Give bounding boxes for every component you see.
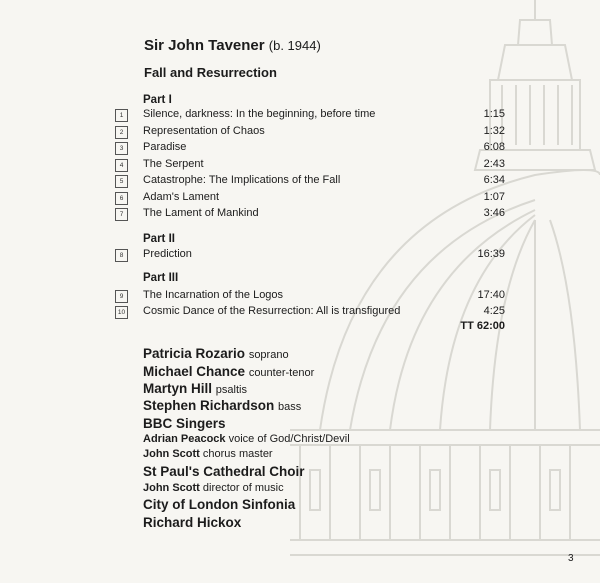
performer-name: St Paul's Cathedral Choir [143, 464, 305, 479]
track-title: Silence, darkness: In the beginning, before time [143, 108, 376, 120]
track-row [115, 207, 505, 223]
track-number: 6 [115, 192, 128, 205]
performer-name: BBC Singers [143, 416, 226, 431]
credit-line [143, 381, 247, 396]
credit-line [143, 433, 350, 445]
performer-role: counter-tenor [248, 367, 315, 379]
track-title: The Lament of Mankind [143, 207, 259, 219]
performer-role: psaltis [215, 384, 247, 396]
track-row [115, 108, 505, 124]
composer-heading [144, 37, 321, 54]
composer-dates: (b. 1944) [268, 38, 321, 53]
composer-name: Sir John Tavener [144, 37, 265, 54]
performer-role: bass [278, 401, 302, 413]
performer-role: voice of God/Christ/Devil [228, 433, 350, 445]
track-title: Cosmic Dance of the Resurrection: All is transfigured [143, 305, 401, 317]
credit-line [143, 515, 241, 530]
track-title: Paradise [143, 141, 187, 153]
performer-role: director of music [202, 482, 284, 494]
performer-name: City of London Sinfonia [143, 497, 296, 512]
track-duration: 2:43 [483, 157, 505, 170]
track-duration: 17:40 [477, 289, 505, 301]
performer-name: John Scott [143, 448, 200, 460]
part-title: Part III [143, 272, 179, 284]
track-title: Representation of Chaos [143, 124, 265, 137]
track-title: The Serpent [143, 157, 204, 170]
page-number: 3 [568, 553, 574, 564]
performer-name: John Scott [143, 482, 200, 494]
credit-line [143, 482, 284, 494]
track-title: The Incarnation of the Logos [143, 289, 284, 301]
credit-line [143, 497, 295, 512]
track-duration: 1:15 [483, 108, 505, 120]
track-number: 2 [115, 126, 128, 139]
track-duration: 16:39 [477, 248, 505, 260]
performer-role: soprano [248, 349, 289, 361]
track-title: Adam's Lament [143, 190, 220, 203]
track-number: 8 [115, 249, 128, 262]
track-number: 10 [115, 306, 128, 319]
track-title: Prediction [143, 248, 192, 260]
credit-line [143, 464, 305, 479]
performer-name: Stephen Richardson [143, 398, 275, 413]
track-row [115, 305, 505, 321]
track-duration: 6:08 [483, 141, 505, 153]
track-number: 4 [115, 159, 128, 172]
part-title: Part II [143, 233, 175, 245]
performer-name: Martyn Hill [143, 381, 213, 396]
credit-line [143, 448, 273, 460]
performer-role: chorus master [202, 448, 273, 460]
track-row [115, 248, 505, 264]
performer-name: Richard Hickox [143, 515, 242, 530]
performer-name: Patricia Rozario [143, 346, 246, 361]
track-duration: 4:25 [483, 305, 505, 317]
performer-name: Michael Chance [143, 364, 246, 379]
track-duration: 6:34 [483, 174, 505, 186]
track-duration: 1:32 [483, 124, 505, 137]
performer-name: Adrian Peacock [143, 433, 226, 445]
credit-line [143, 416, 226, 431]
track-number: 9 [115, 290, 128, 303]
part-title: Part I [143, 94, 172, 106]
credit-line [143, 346, 289, 361]
track-title: Catastrophe: The Implications of the Fall [143, 174, 341, 186]
track-row [115, 191, 505, 207]
track-row [115, 141, 505, 157]
work-title: Fall and Resurrection [144, 65, 277, 80]
track-duration: 1:07 [483, 190, 505, 203]
track-row [115, 158, 505, 174]
track-number: 1 [115, 109, 128, 122]
credit-line [143, 364, 314, 379]
track-duration: 3:46 [483, 207, 505, 219]
track-number: 7 [115, 208, 128, 221]
track-number: 3 [115, 142, 128, 155]
credit-line [143, 398, 301, 413]
track-number: 5 [115, 175, 128, 188]
total-time: TT 62:00 [460, 320, 505, 332]
track-row [115, 125, 505, 141]
track-row [115, 174, 505, 190]
track-row [115, 289, 505, 305]
